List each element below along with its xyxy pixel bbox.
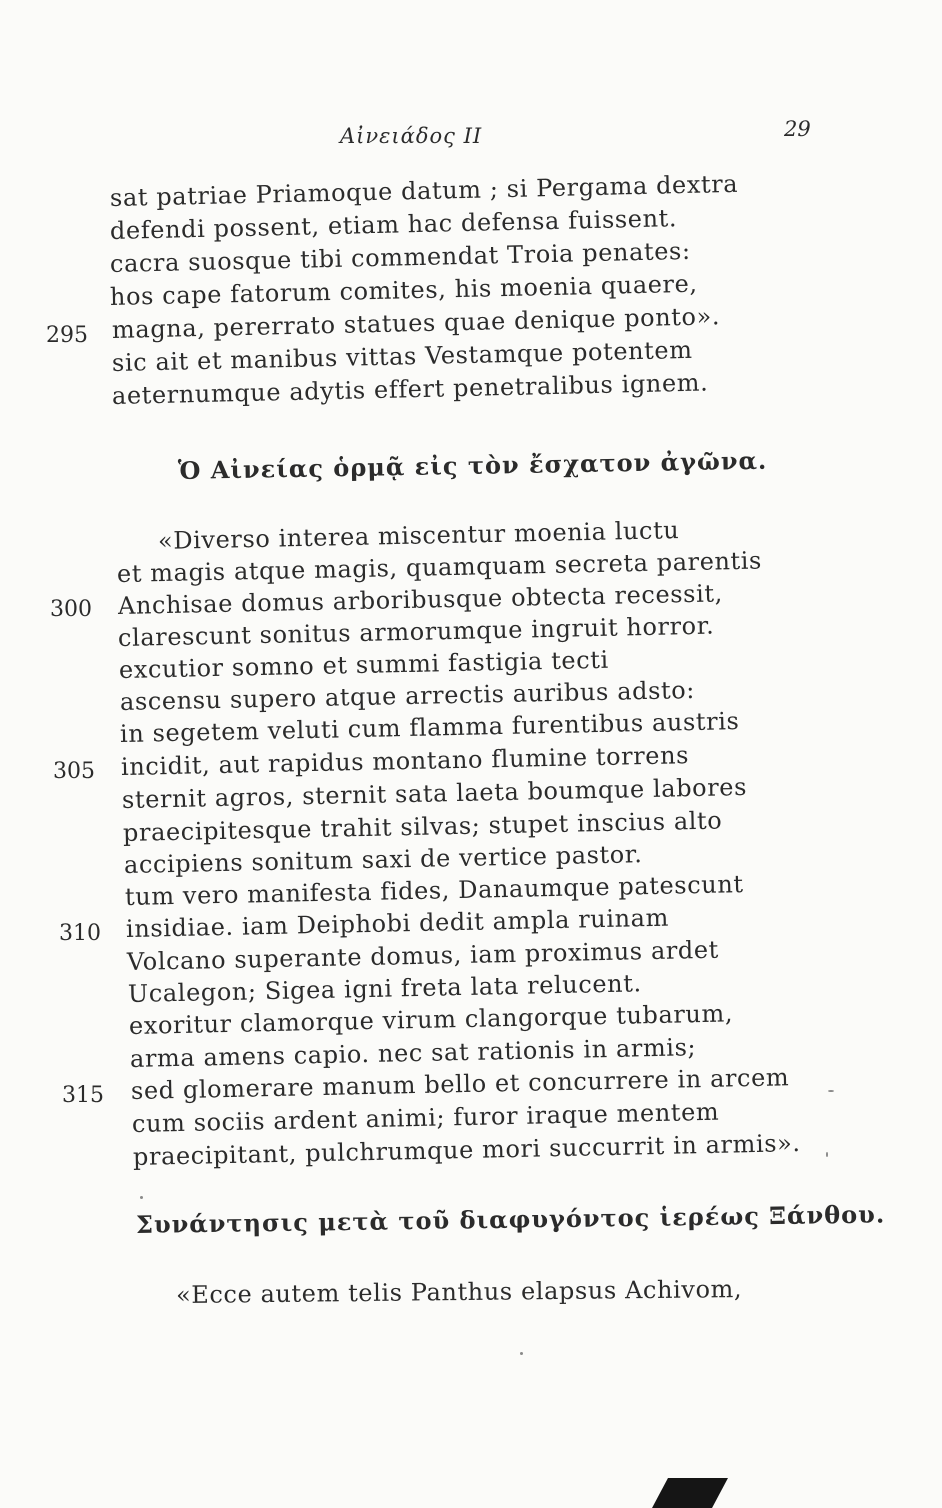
verse-line: cum sociis ardent animi; furor iraque mentem [131, 1097, 720, 1138]
verse-line: sternit agros, sternit sata laeta boumque labores [121, 772, 748, 814]
verse-line: defendi possent, etiam hac defensa fuissent. [109, 204, 678, 245]
line-number: 310 [59, 921, 101, 946]
verse-line: hos cape fatorum comites, his moenia quaere, [109, 269, 698, 311]
line-number: 305 [53, 759, 95, 784]
verse-line: Volcano superante domus, iam proximus ardet [126, 935, 720, 976]
verse-line: «Diverso interea miscentur moenia luctu [157, 516, 680, 555]
verse-line: tum vero manifesta fides, Danaumque patescunt [124, 870, 744, 911]
scan-speck [828, 1090, 834, 1092]
verse-line: excutior somno et summi fastigia tecti [118, 645, 610, 684]
verse-line: insidiae. iam Deiphobi dedit ampla ruinam [125, 903, 670, 943]
page-number: 29 [784, 117, 811, 141]
verse-line: sic ait et manibus vittas Vestamque potentem [111, 335, 693, 377]
verse-line: arma amens capio. nec sat rationis in armis; [129, 1033, 697, 1073]
verse-line: exoritur clamorque virum clangorque tubarum, [128, 999, 734, 1040]
scan-speck [520, 1352, 523, 1355]
verse-line: et magis atque magis, quamquam secreta parentis [116, 546, 763, 588]
section-heading: Ὁ Αἰνείας ὁρμᾷ εἰς τὸν ἔσχατον ἀγῶνα. [177, 445, 768, 485]
verse-line: Ucalegon; Sigea igni freta lata relucent. [127, 969, 642, 1008]
scan-edge-mark [652, 1478, 728, 1508]
verse-line: sed glomerare manum bello et concurrere in arcem [130, 1063, 790, 1105]
verse-line: praecipitesque trahit silvas; stupet inscius alto [122, 806, 723, 847]
scan-speck [140, 1196, 143, 1199]
running-title: Αἰνειάδος II [340, 124, 483, 148]
line-number: 300 [50, 597, 92, 622]
section-heading: Συνάντησις μετὰ τοῦ διαφυγόντος ἱερέως Ξάνθου. [135, 1199, 886, 1239]
scan-speck [826, 1152, 828, 1157]
verse-line: magna, pererrato statues quae denique ponto». [111, 302, 721, 344]
verse-line: accipiens sonitum saxi de vertice pastor. [123, 840, 643, 879]
verse-line: incidit, aut rapidus montano flumine torrens [120, 741, 690, 781]
verse-line: clarescunt sonitus armorumque ingruit horror. [117, 611, 715, 652]
verse-line: ascensu supero atque arrectis auribus adsto: [119, 675, 696, 716]
verse-line: «Ecce autem telis Panthus elapsus Achivom, [175, 1275, 743, 1309]
line-number: 315 [62, 1083, 104, 1108]
verse-line: in segetem veluti cum flamma furentibus austris [119, 707, 740, 748]
verse-line: cacra suosque tibi commendat Troia penates: [109, 236, 691, 278]
verse-line: praecipitant, pulchrumque mori succurrit in armis». [132, 1129, 801, 1171]
verse-line: sat patriae Priamoque datum ; si Pergama dextra [109, 169, 739, 212]
verse-line: aeternumque adytis effert penetralibus ignem. [111, 368, 709, 410]
verse-line: Anchisae domus arboribusque obtecta recessit, [117, 579, 724, 620]
line-number: 295 [46, 323, 88, 348]
